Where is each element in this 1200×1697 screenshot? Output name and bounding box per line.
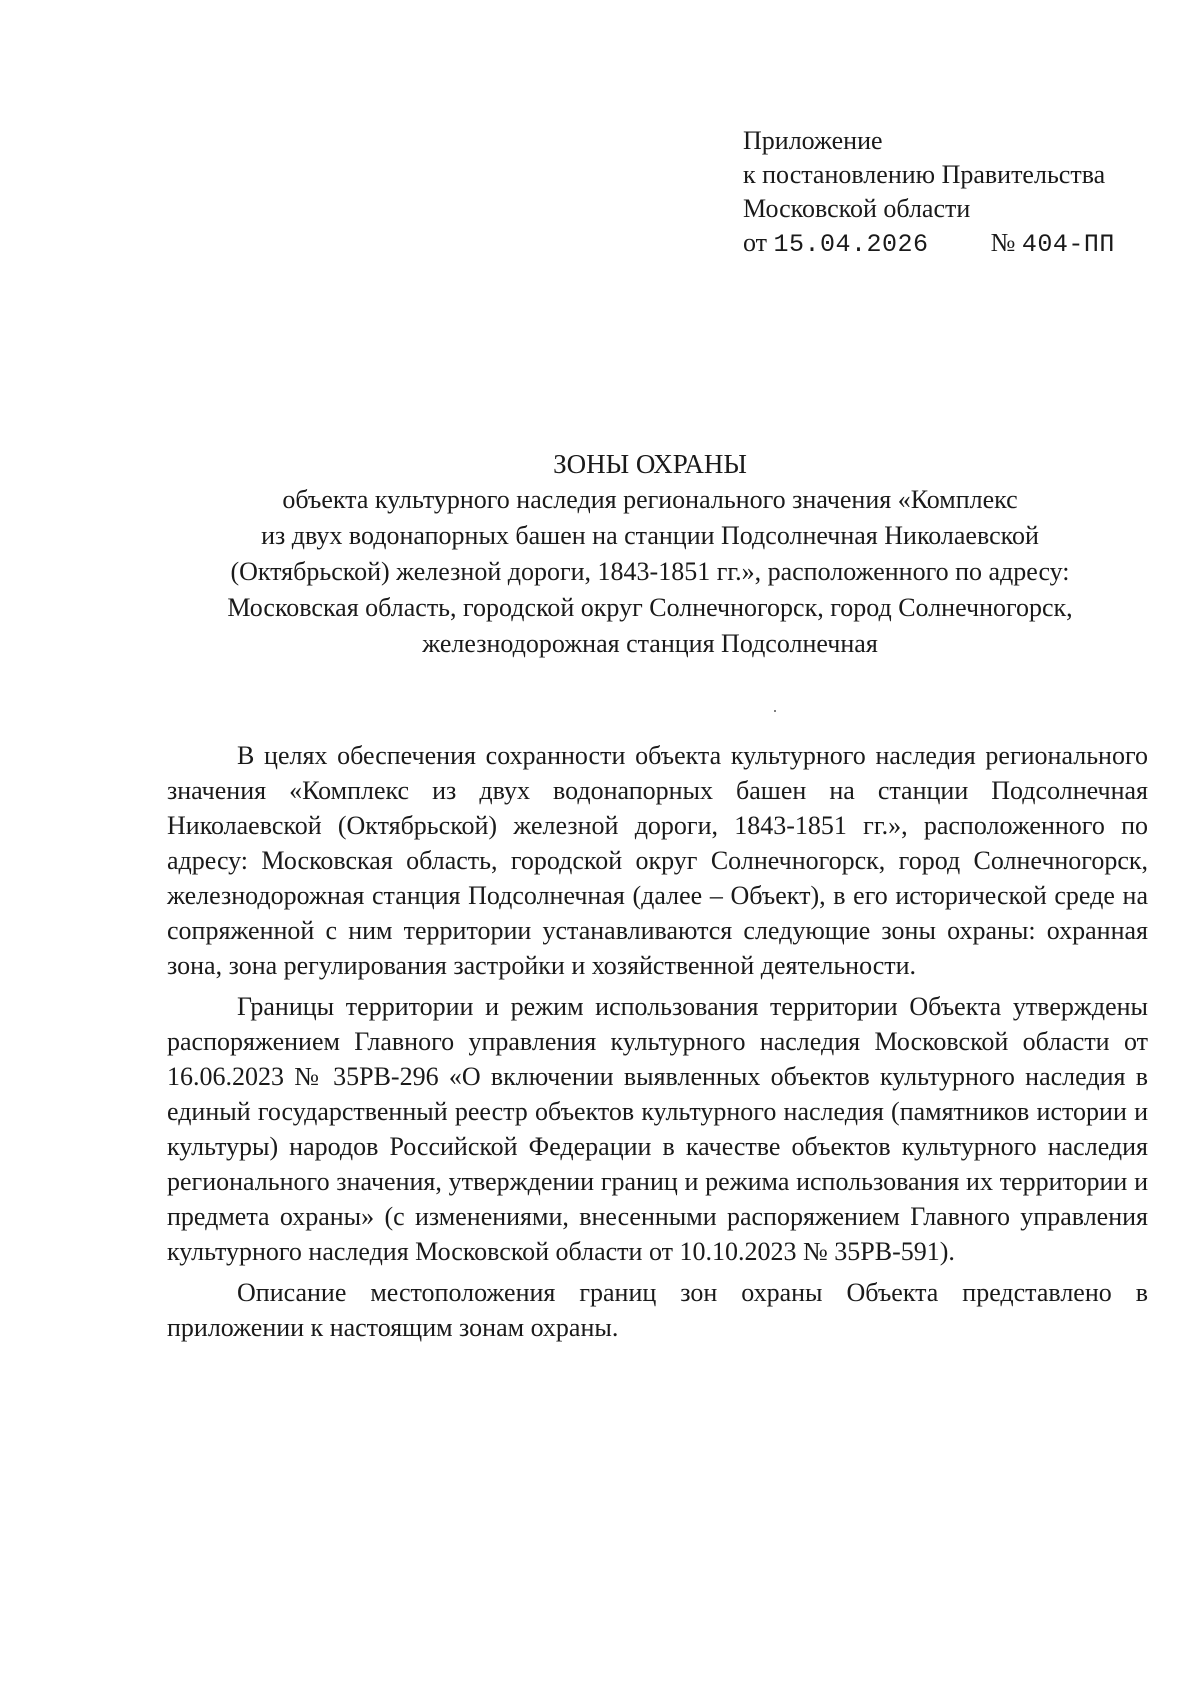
- title-line-5: железнодорожная станция Подсолнечная: [422, 629, 878, 658]
- title-line-3: (Октябрьской) железной дороги, 1843-1851 гг.», расположенного по адресу:: [230, 557, 1070, 586]
- title-line-4: Московская область, городской округ Солнечногорск, город Солнечногорск,: [227, 593, 1073, 622]
- appendix-header: [743, 124, 1115, 262]
- paragraph-purpose: В целях обеспечения сохранности объекта культурного наследия регионального значения «Комплекс из двух водонапорных башен на станции Подсолнечная Николаевской (Октябрьской) железной дороги, 1843-1851 гг.», расположенного по адресу: Московская область, городской округ Солнечногорск, город Солнечногорск, железнодорожная станция Подсолнечная (далее – Объект), в его исторической среде на сопряженной с ним территории устанавливаются следующие зоны охраны: охранная зона, зона регулирования застройки и хозяйственной деятельности.: [167, 741, 1148, 980]
- appendix-date-number-line: [743, 226, 1115, 262]
- title-line-1: объекта культурного наследия регионального значения «Комплекс: [282, 485, 1018, 514]
- appendix-label: Приложение: [743, 126, 883, 155]
- document-title: [150, 446, 1150, 662]
- date-prefix: от: [743, 228, 768, 257]
- document-body: [167, 738, 1148, 1351]
- resolution-date: 15.04.2026: [773, 230, 929, 259]
- appendix-resolution-line: к постановлению Правительства: [743, 160, 1106, 189]
- scan-speck: [774, 710, 776, 712]
- paragraph-boundary-description: Описание местоположения границ зон охраны Объекта представлено в приложении к настоящим зонам охраны.: [167, 1278, 1148, 1342]
- title-line-2: из двух водонапорных башен на станции Подсолнечная Николаевской: [261, 521, 1039, 550]
- resolution-number: 404-ПП: [1021, 230, 1115, 259]
- title-heading: ЗОНЫ ОХРАНЫ: [553, 449, 747, 479]
- paragraph-territory-boundaries: Границы территории и режим использования территории Объекта утверждены распоряжением Главного управления культурного наследия Московской области от 16.06.2023 № 35РВ-296 «О включении выявленных объектов культурного наследия в единый государственный реестр объектов культурного наследия (памятников истории и культуры) народов Российской Федерации в качестве объектов культурного наследия регионального значения, утверждении границ и режима использования их территории и предмета охраны» (с изменениями, внесенными распоряжением Главного управления культурного наследия Московской области от 10.10.2023 № 35РВ-591).: [167, 992, 1148, 1266]
- appendix-region-line: Московской области: [743, 194, 971, 223]
- number-sign: №: [990, 228, 1016, 257]
